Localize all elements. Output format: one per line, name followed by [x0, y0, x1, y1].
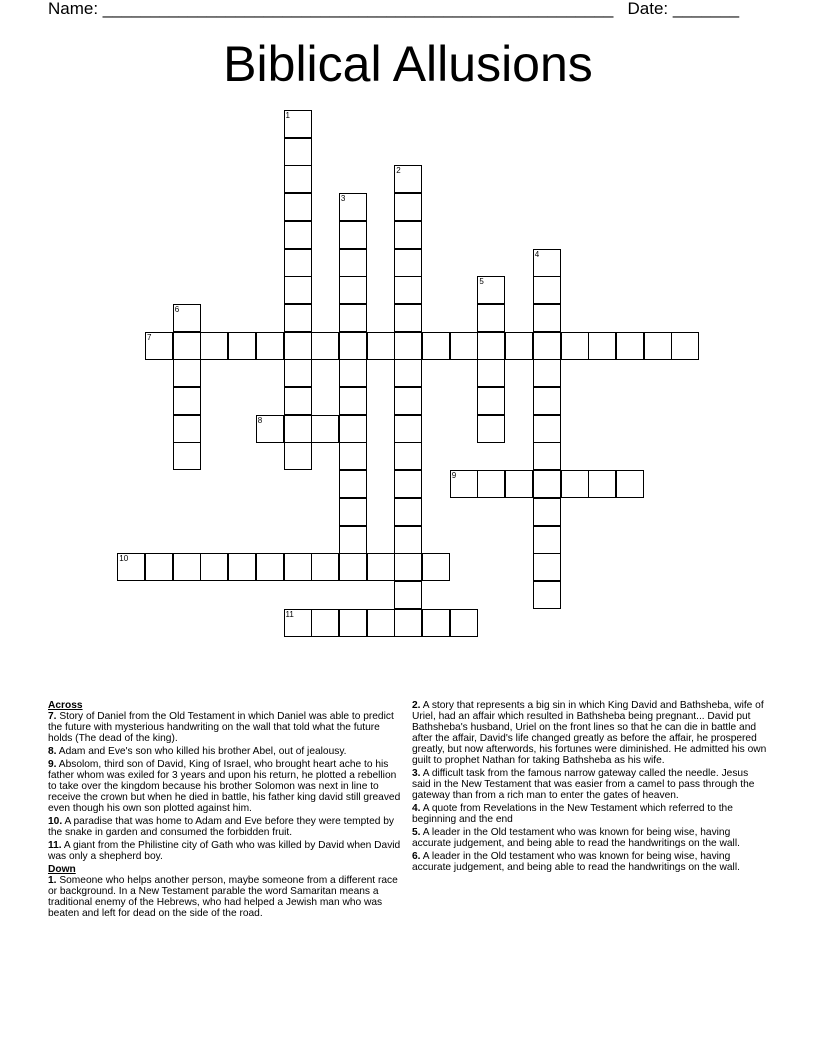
crossword-cell[interactable]	[173, 387, 201, 415]
crossword-cell[interactable]	[588, 332, 616, 360]
clue-text: Story of Daniel from the Old Testament in which Daniel was able to predict the future with mysterious handwriting on the wall that told what the future holds (The dead of the king).	[48, 711, 394, 744]
crossword-cell[interactable]	[422, 553, 450, 581]
crossword-cell[interactable]	[200, 332, 228, 360]
crossword-cell[interactable]	[533, 498, 561, 526]
clue-number: 8.	[48, 746, 57, 757]
crossword-cell[interactable]	[505, 470, 533, 498]
crossword-cell[interactable]	[450, 332, 478, 360]
clue-number-label: 8	[257, 415, 263, 425]
clue-number: 7.	[48, 711, 57, 722]
crossword-cell[interactable]	[422, 609, 450, 637]
clue-item	[48, 711, 404, 744]
clue-text: A quote from Revelations in the New Testament which referred to the beginning and the end	[412, 803, 733, 825]
crossword-cell[interactable]	[256, 332, 284, 360]
crossword-cell[interactable]	[394, 276, 422, 304]
crossword-cell[interactable]	[339, 442, 367, 470]
crossword-cell[interactable]	[284, 387, 312, 415]
crossword-cell[interactable]	[200, 553, 228, 581]
crossword-cell[interactable]	[477, 304, 505, 332]
crossword-cell[interactable]	[533, 415, 561, 443]
clue-item	[412, 700, 768, 766]
clue-number: 10.	[48, 816, 63, 827]
crossword-cell[interactable]	[284, 110, 312, 138]
crossword-cell[interactable]	[339, 193, 367, 221]
clue-item	[412, 851, 768, 873]
crossword-cell[interactable]	[394, 553, 422, 581]
crossword-cell[interactable]	[394, 249, 422, 277]
crossword-cell[interactable]	[561, 332, 589, 360]
crossword-cell[interactable]	[533, 526, 561, 554]
crossword-cell[interactable]	[394, 609, 422, 637]
crossword-cell[interactable]	[533, 553, 561, 581]
clue-number: 11.	[48, 840, 62, 851]
crossword-cell[interactable]	[339, 304, 367, 332]
clue-number-label: 11	[285, 609, 294, 619]
crossword-cell[interactable]	[394, 165, 422, 193]
crossword-cell[interactable]	[173, 359, 201, 387]
crossword-cell[interactable]	[284, 304, 312, 332]
clue-text: A paradise that was home to Adam and Eve before they were tempted by the snake in garden and consumed the forbidden fruit.	[48, 816, 395, 838]
crossword-cell[interactable]	[394, 498, 422, 526]
crossword-cell[interactable]	[173, 442, 201, 470]
clue-item	[48, 816, 404, 838]
crossword-cell[interactable]	[339, 470, 367, 498]
crossword-cell[interactable]	[284, 249, 312, 277]
crossword-cell[interactable]	[367, 609, 395, 637]
crossword-cell[interactable]	[284, 138, 312, 166]
crossword-cell[interactable]	[533, 332, 561, 360]
crossword-cell[interactable]	[394, 581, 422, 609]
clue-text: A leader in the Old testament who was known for being wise, having accurate judgement, and being able to read the handwritings on the wall.	[412, 827, 740, 849]
crossword-cell[interactable]	[173, 332, 201, 360]
crossword-cell[interactable]	[339, 498, 367, 526]
crossword-cell[interactable]	[394, 221, 422, 249]
clue-number: 6.	[412, 851, 421, 862]
crossword-cell[interactable]	[284, 415, 312, 443]
clue-item	[48, 746, 404, 757]
clue-text: Someone who helps another person, maybe someone from a different race or background. In a New Testament parable the word Samaritan means a traditional enemy of the Hebrews, who had helped a Jewish man who was beaten and left for dead on the side of the road.	[48, 875, 398, 919]
crossword-cell[interactable]	[284, 193, 312, 221]
crossword-cell[interactable]	[477, 359, 505, 387]
crossword-cell[interactable]	[228, 553, 256, 581]
crossword-cell[interactable]	[367, 332, 395, 360]
clue-item	[412, 803, 768, 825]
crossword-cell[interactable]	[533, 304, 561, 332]
clue-number-label: 3	[340, 194, 346, 204]
clue-number: 5.	[412, 827, 421, 838]
crossword-cell[interactable]	[422, 332, 450, 360]
across-clue-list	[48, 711, 404, 862]
crossword-cell[interactable]	[173, 415, 201, 443]
crossword-cell[interactable]	[477, 470, 505, 498]
crossword-cell[interactable]	[533, 249, 561, 277]
crossword-cell[interactable]	[394, 526, 422, 554]
crossword-cell[interactable]	[477, 387, 505, 415]
clue-number-label: 4	[534, 249, 540, 259]
clues-left-column	[48, 700, 404, 921]
crossword-cell[interactable]	[588, 470, 616, 498]
crossword-cell[interactable]	[644, 332, 672, 360]
clue-number-label: 10	[119, 554, 129, 564]
clue-number-label: 7	[147, 332, 152, 342]
crossword-cell[interactable]	[117, 553, 145, 581]
crossword-cell[interactable]	[671, 332, 699, 360]
clue-item	[48, 875, 404, 919]
clue-number-label: 2	[396, 166, 401, 176]
crossword-cell[interactable]	[533, 276, 561, 304]
crossword-cell[interactable]	[394, 359, 422, 387]
clue-item	[412, 827, 768, 849]
crossword-cell[interactable]	[394, 304, 422, 332]
crossword-cell[interactable]	[616, 332, 644, 360]
crossword-cell[interactable]	[616, 470, 644, 498]
crossword-cell[interactable]	[311, 415, 339, 443]
crossword-cell[interactable]	[311, 553, 339, 581]
clue-item	[48, 759, 404, 814]
down-clue-list-continued	[412, 700, 768, 873]
crossword-cell[interactable]	[533, 442, 561, 470]
page-title: Biblical Allusions	[223, 36, 593, 92]
clue-number-label: 5	[479, 277, 484, 287]
crossword-cell[interactable]	[450, 470, 478, 498]
crossword-cell[interactable]	[173, 304, 201, 332]
crossword-cell[interactable]	[477, 415, 505, 443]
clues-right-column	[412, 700, 768, 875]
crossword-cell[interactable]	[311, 332, 339, 360]
clue-text: Adam and Eve's son who killed his brother Abel, out of jealousy.	[56, 746, 347, 757]
clue-number: 2.	[412, 700, 421, 711]
clue-text: A story that represents a big sin in which King David and Bathsheba, wife of Uriel, had an affair which resulted in Bathsheba being pregnant... David put Bathsheba's husband, Uriel on the front lines so that he can die in battle and after the affair, David's life changed greatly as before the affair, he prospered greatly, but now afterwords, his fortunes were diminished. He admitted his own guilt to prophet Nathan for taking Bathsheba as his wife.	[412, 700, 767, 766]
crossword-cell[interactable]	[339, 332, 367, 360]
crossword-cell[interactable]	[284, 609, 312, 637]
crossword-cell[interactable]	[394, 442, 422, 470]
crossword-cell[interactable]	[477, 276, 505, 304]
crossword-cell[interactable]	[145, 332, 173, 360]
crossword-cell[interactable]	[533, 359, 561, 387]
clue-number: 3.	[412, 768, 421, 779]
crossword-cell[interactable]	[256, 415, 284, 443]
crossword-cell[interactable]	[339, 276, 367, 304]
crossword-cell[interactable]	[339, 609, 367, 637]
crossword-cell[interactable]	[339, 553, 367, 581]
crossword-cell[interactable]	[450, 609, 478, 637]
crossword-cell[interactable]	[173, 553, 201, 581]
crossword-cell[interactable]	[505, 332, 533, 360]
crossword-cell[interactable]	[339, 415, 367, 443]
crossword-cell[interactable]	[477, 332, 505, 360]
crossword-cell[interactable]	[533, 581, 561, 609]
clue-number: 4.	[412, 803, 421, 814]
crossword-cell[interactable]	[256, 553, 284, 581]
crossword-cell[interactable]	[339, 387, 367, 415]
crossword-cell[interactable]	[284, 359, 312, 387]
crossword-cell[interactable]	[145, 553, 173, 581]
crossword-cell[interactable]	[339, 221, 367, 249]
crossword-cell[interactable]	[284, 332, 312, 360]
crossword-cell[interactable]	[394, 470, 422, 498]
clue-text: A giant from the Philistine city of Gath who was killed by David when David was only a shepherd boy.	[48, 840, 401, 862]
clue-text: A difficult task from the famous narrow gateway called the needle. Jesus said in the New Testament that was easier from a camel to pass through the gateway than from a rich man to enter the gates of heaven.	[412, 768, 755, 801]
crossword-cell[interactable]	[533, 387, 561, 415]
down-heading: Down	[48, 864, 76, 875]
down-clue-list	[48, 875, 404, 919]
clue-number-label: 6	[174, 304, 180, 314]
crossword-cell[interactable]	[561, 470, 589, 498]
crossword-cell[interactable]	[533, 470, 561, 498]
crossword-cell[interactable]	[394, 332, 422, 360]
clue-number-label: 9	[451, 471, 457, 481]
clue-text: A leader in the Old testament who was known for being wise, having accurate judgement, and being able to read the handwritings on the wall.	[412, 851, 740, 873]
crossword-cell[interactable]	[228, 332, 256, 360]
clue-item	[412, 768, 768, 801]
crossword-cell[interactable]	[339, 359, 367, 387]
crossword-cell[interactable]	[394, 415, 422, 443]
clue-number: 1.	[48, 875, 57, 886]
crossword-cell[interactable]	[284, 553, 312, 581]
clue-number: 9.	[48, 759, 57, 770]
crossword-cell[interactable]	[284, 276, 312, 304]
clue-item	[48, 840, 404, 862]
crossword-cell[interactable]	[284, 165, 312, 193]
across-heading: Across	[48, 700, 83, 711]
crossword-cell[interactable]	[339, 526, 367, 554]
clue-text: Absolom, third son of David, King of Israel, who brought heart ache to his father whom was exiled for 3 years and upon his return, he plotted a rebellion to take over the kingdom because his brother Solomon was next in line to receive the crown but when he died in battle, his father king david still greaved even though his own son plotted against him.	[48, 759, 401, 814]
crossword-cell[interactable]	[367, 553, 395, 581]
crossword-cell[interactable]	[284, 442, 312, 470]
header-line: Name: ______________________________________________________ Date: _______	[48, 0, 740, 18]
crossword-cell[interactable]	[394, 387, 422, 415]
crossword-cell[interactable]	[311, 609, 339, 637]
crossword-cell[interactable]	[284, 221, 312, 249]
crossword-cell[interactable]	[339, 249, 367, 277]
crossword-cell[interactable]	[394, 193, 422, 221]
clue-number-label: 1	[285, 111, 290, 120]
